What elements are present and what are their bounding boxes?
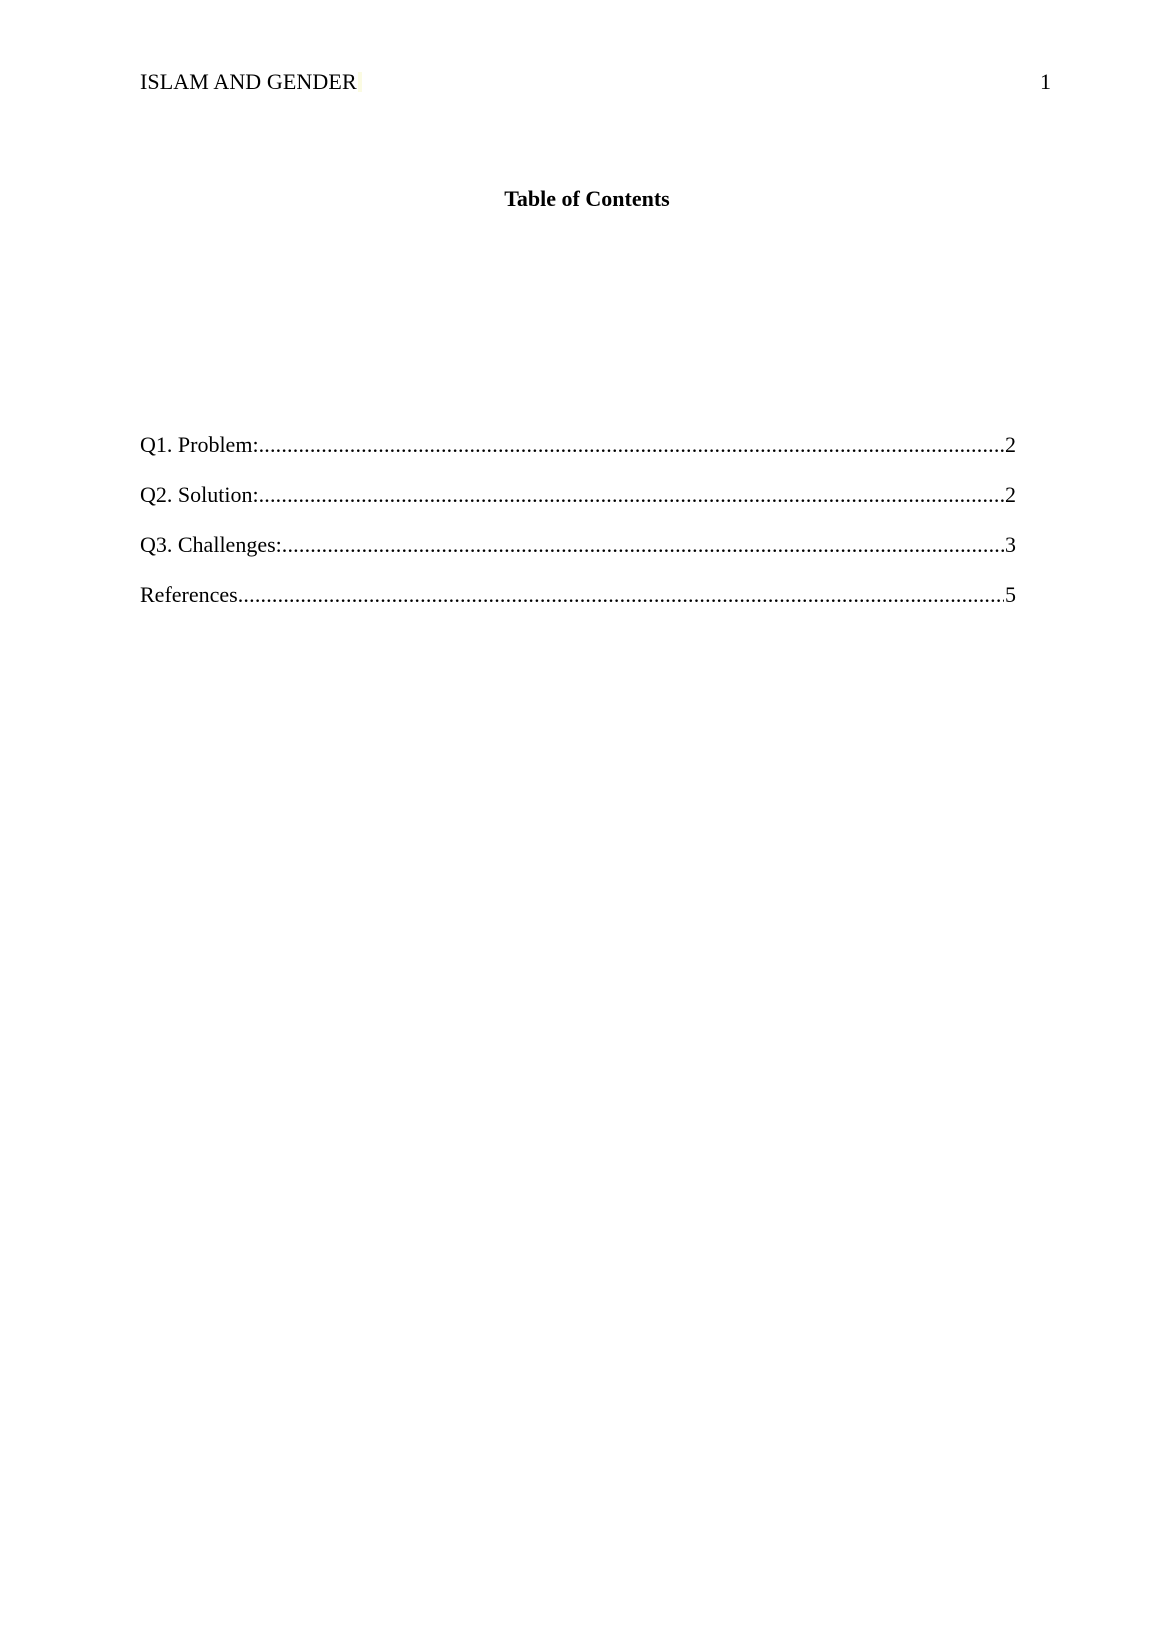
toc-entry-label: Q1. Problem: (140, 432, 259, 457)
toc-entry-q1-problem[interactable] (140, 432, 1016, 482)
toc-entry-page: 5 (1005, 582, 1016, 607)
toc-entry-page: 2 (1005, 482, 1016, 507)
toc-dot-leader (282, 532, 1004, 558)
toc-dot-leader (259, 432, 1004, 458)
toc-entry-page: 2 (1005, 432, 1016, 457)
toc-entry-label: Q2. Solution: (140, 482, 259, 507)
text-cursor-highlight (358, 72, 362, 92)
toc-dot-leader (259, 482, 1004, 508)
toc-entry-page: 3 (1005, 532, 1016, 557)
toc-list (140, 432, 1016, 632)
running-head-text: ISLAM AND GENDER (140, 69, 357, 94)
toc-dot-leader (238, 582, 1004, 608)
toc-entry-references[interactable] (140, 582, 1016, 632)
toc-entry-label: References (140, 582, 238, 607)
toc-title: Table of Contents (504, 186, 670, 211)
toc-entry-label: Q3. Challenges: (140, 532, 282, 557)
toc-entry-q2-solution[interactable] (140, 482, 1016, 532)
page-number: 1 (1040, 69, 1051, 94)
toc-entry-q3-challenges[interactable] (140, 532, 1016, 582)
running-head (140, 69, 362, 95)
